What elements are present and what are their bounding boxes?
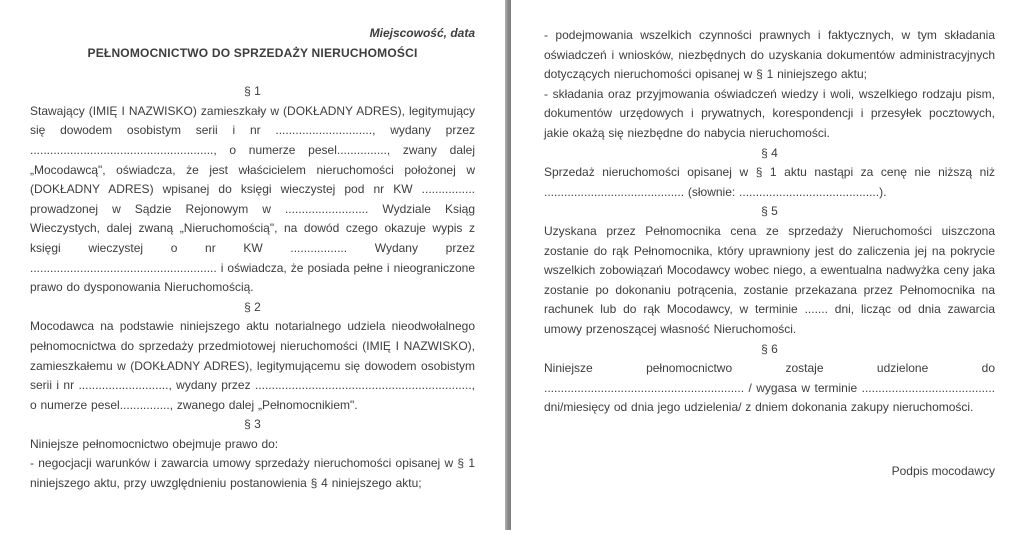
section-4-paragraph: Sprzedaż nieruchomości opisanej w § 1 aktu nastąpi za cenę nie niższą niż .......................................... (słownie: ..........................................). [544,165,995,199]
section-1-paragraph: Stawający (IMIĘ I NAZWISKO) zamieszkały w (DOKŁADNY ADRES), legitymujący się dowodem osobistym serii i nr ............................., wydany przez ......................................................., o numerze pesel..............., zwany dalej „Mocodawcą", oświadcza, że jest właścicielem nieruchomości położonej w (DOKŁADNY ADRES) wpisanej do księgi wieczystej pod nr KW ................ prowadzonej w Sądzie Rejonowym w ......................... Wydziale Ksiąg Wieczystych, dalej zwaną „Nieruchomością", na dowód czego okazuje wypis z księgi wieczystej o nr KW ................. Wydany przez ........................................................ i oświadcza, że posiada pełne i nieograniczone prawo do dysponowania Nieruchomością. [30,103,475,295]
section-6-paragraph: Niniejsze pełnomocnictwo zostaje udzielone do ............................................................ / wygasa w terminie ........................................ dni/miesięcy od dnia jego udzielenia/ z dniem dokonania zakupy nieruchomości. [544,361,995,415]
signature-label: Podpis mocodawcy [891,463,995,478]
document-title: PEŁNOMOCNICTWO DO SPRZEDAŻY NIERUCHOMOŚCI [87,45,418,60]
section-3-bullet-3: - składania oraz przyjmowania oświadczeń wiedzy i woli, wszelkiego rodzaju pism, dokumentów urzędowych i prywatnych, korespondencji i przesyłek pocztowych, jakie okażą się niezbędne do nabycia nieruchomości. [544,86,995,140]
section-2-paragraph: Mocodawca na podstawie niniejszego aktu notarialnego udziela nieodwołalnego pełnomocnictwa do sprzedaży przedmiotowej nieruchomości (IMIĘ I NAZWISKO), zamieszkałemu w (DOKŁADNY ADRES), legitymującemu się dowodem osobistym serii i nr ..........................., wydany przez ................................................................., o numerze pesel..............., zwanego dalej „Pełnomocnikiem". [30,319,475,412]
section-heading-2: § 2 [244,299,261,314]
page-2 [511,0,1024,537]
section-3-bullet-1: - negocjacji warunków i zawarcia umowy sprzedaży nieruchomości opisanej w § 1 niniejszego aktu, przy uwzględnieniu postanowienia § 4 niniejszego aktu; [30,456,475,491]
place-date-label: Miejscowość, data [369,26,475,40]
section-5-paragraph: Uzyskana przez Pełnomocnika cena ze sprzedaży Nieruchomości uiszczona zostanie do rąk Pełnomocnika, który uprawniony jest do zaliczenia jej na pokrycie wszelkich zobowiązań Mocodawcy wobec niego, a ewentualna nadwyżka ceny jaka zostanie po dokonaniu potrącenia, zostanie przekazana przez Pełnomocnika na rachunek lub do rąk Mocodawcy, w terminie ....... dni, licząc od dnia zawarcia umowy przenoszącej własność Nieruchomości. [544,223,995,336]
section-3-intro: Niniejsze pełnomocnictwo obejmuje prawo do: [30,436,279,451]
section-heading-5: § 5 [761,204,778,219]
section-3-bullet-2: - podejmowania wszelkich czynności prawnych i faktycznych, w tym składania oświadczeń i wniosków, niezbędnych do uzyskania dokumentów administracyjnych dotyczących nieruchomości opisanej w § 1 niniejszego aktu; [544,28,995,82]
section-heading-6: § 6 [761,341,778,356]
section-heading-4: § 4 [761,145,778,160]
section-heading-3: § 3 [244,417,261,432]
section-heading-1: § 1 [244,84,261,99]
page-1 [0,0,505,537]
